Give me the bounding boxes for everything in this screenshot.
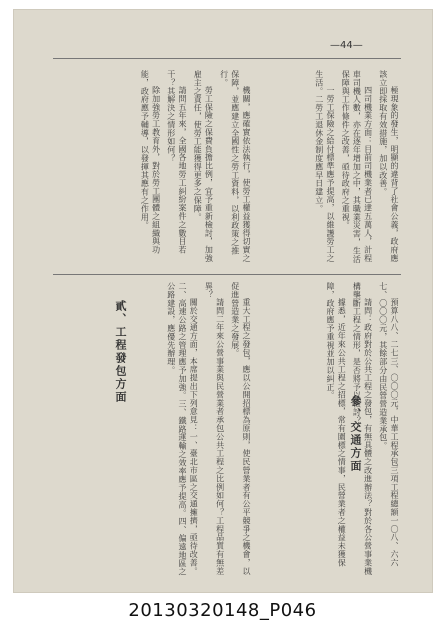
- top-rule: [53, 58, 401, 59]
- paragraph: 除加強勞工教育外，對於勞工團體之組織與功能，政府應予輔導，以發揮其應有之作用。: [140, 70, 161, 254]
- paragraph: 四司機業方面：目前司機業者已達五萬人，計程車司機人數，亦在逐年增加之中，其職業災害，生活保障與工作條件之改善，亟待政府之重視。: [341, 70, 373, 264]
- column-upper-right: [262, 70, 400, 266]
- section-heading-transport: 參、交通方面: [349, 395, 362, 473]
- paragraph: 預算八八、二七三、〇〇〇元，中華工程承包三項工程總額一〇八、六六七、〇〇〇元，其餘部分由民營營造業承包。: [378, 282, 399, 567]
- page-number: —44—: [330, 40, 363, 51]
- column-upper-left: [55, 70, 252, 266]
- paragraph: 勞工保險之保費負擔比例，宜予重新檢討，加強雇主之責任，使勞工能獲得更多之保障。: [193, 70, 214, 263]
- middle-rule: [53, 274, 401, 275]
- paragraph: 請問五年來，全國各地勞工糾紛案件之數目若干？其解決之情形如何？: [166, 70, 187, 254]
- paragraph: 一勞工保險之給付標準應予提高，以維護勞工之生活。二勞工退休金制度應早日建立。: [314, 70, 335, 263]
- paragraph: 機關，應確實依法執行，使勞工權益獲得切實之保障，並應建立全國性之勞工資料，以利政策之推行。: [219, 70, 251, 263]
- paragraph: 據悉，近年來公共工程之招標，常有圍標之情事，民營業者之權益未獲保障，政府應予重視並加以糾正。: [325, 282, 347, 567]
- paragraph: 關於交通方面，本席提出下列意見：一、臺北市區之交通擁擠，亟待改善。二、高速公路之管理應予加強。三、鐵路運輸之效率應予提高。四、偏遠地區之公路建設，應優先辦理。: [166, 282, 199, 576]
- archive-caption: 20130320148_P046: [128, 600, 317, 621]
- column-lower-left: [55, 282, 252, 582]
- paragraph: 重大工程之發包，應以公開招標為原則，使民營業者有公平競爭之機會，以促進營造業之發展。: [230, 282, 251, 576]
- paragraph: 請問二年來公營事業與民營業者承包公共工程之比例如何？工程品質有無差異？: [204, 282, 225, 576]
- paragraph: 請問：政府對於公共工程之發包，有無具體之改進辦法？對於各公營事業機構壟斷工程之情形，是否將予以檢討？: [352, 282, 373, 576]
- column-lower-right: [262, 282, 400, 582]
- section-heading-construction: 貳、工程發包方面: [114, 300, 127, 404]
- paragraph: 極現象的發生，明顯的違背了社會公義，政府應該立即採取有效措施，加以改善。: [378, 70, 399, 263]
